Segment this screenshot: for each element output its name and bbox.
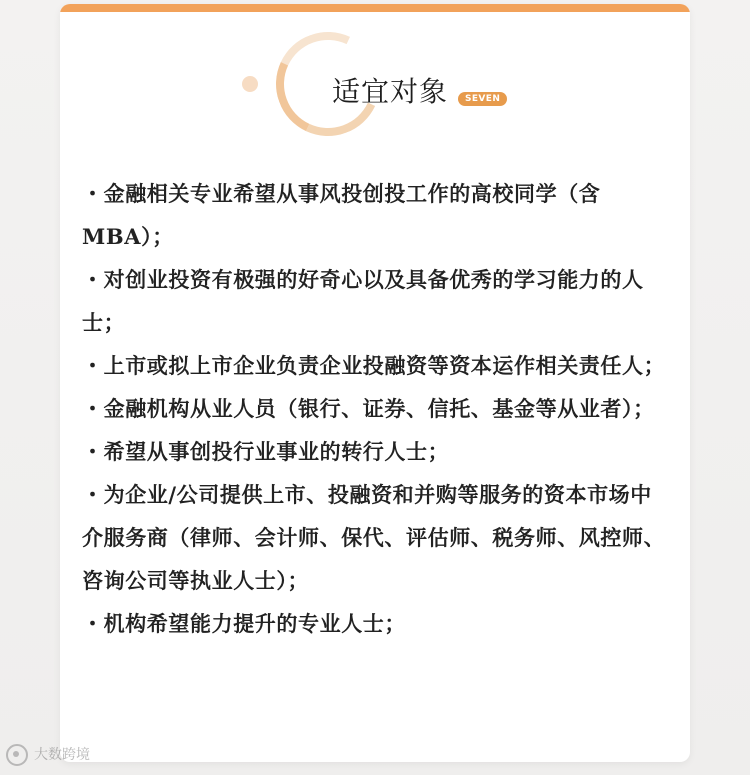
list-item: ・机构希望能力提升的专业人士； (82, 611, 406, 636)
list-item: ・上市或拟上市企业负责企业投融资等资本运作相关责任人； (82, 353, 666, 378)
list-item: ・为企业/公司提供上市、投融资和并购等服务的资本市场中介服务商（律师、会计师、保代、评估师、税务师、风控师、咨询公司等执业人士）； (82, 482, 666, 593)
section-title: 适宜对象 (332, 75, 449, 108)
section-header (60, 24, 690, 144)
watermark-text: 大数跨境 (34, 747, 90, 763)
list-item: ・对创业投资有极强的好奇心以及具备优秀的学习能力的人士； (82, 267, 644, 335)
list-item: ・希望从事创投行业事业的转行人士； (82, 439, 450, 464)
audience-list (82, 172, 668, 645)
card-accent-bar (60, 4, 690, 12)
list-item: ・金融相关专业希望从事风投创投工作的高校同学（含MBA）； (82, 181, 601, 249)
list-item: ・金融机构从业人员（银行、证券、信托、基金等从业者）； (82, 396, 655, 421)
section-badge: SEVEN (458, 92, 507, 106)
watermark-logo-icon (6, 744, 28, 766)
decorative-dot-icon (242, 76, 258, 92)
content-card (60, 4, 690, 762)
watermark (6, 744, 90, 766)
